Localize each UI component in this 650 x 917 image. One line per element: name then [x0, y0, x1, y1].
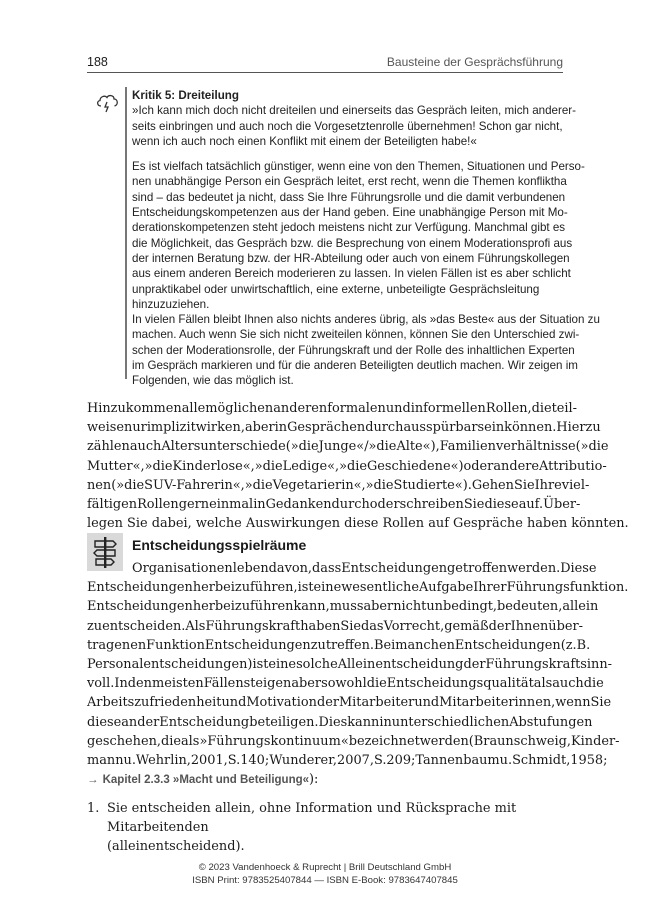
quote-line: seits einbringen und auch noch die Vorgesetztenrolle übernehmen! Schon gar nicht, — [132, 119, 563, 133]
text-line: voll. In den meisten Fällen steigen aber sowohl die Entscheidungsqualität als auch die — [87, 676, 604, 692]
text-line: zählen auch Altersunterschiede (»die Junge«/»die Alte«), Familienverhältnisse (»die — [87, 439, 609, 455]
storm-cloud-lightning-icon — [95, 91, 121, 113]
answer-line: Folgenden, wie das möglich ist. — [132, 374, 294, 388]
text-line: Entscheidungen herbeizuführen kann, muss aber nicht unbedingt, bedeuten, allein — [87, 599, 599, 615]
text-line: weise nur implizit wirken, aber in Gesprächen durchaus spürbar sein können. Hierzu — [87, 420, 601, 436]
box-left-rule — [125, 87, 127, 379]
answer-line: sind – das bedeutet ja nicht, dass Sie Ihre Führungsrolle und die damit verbundenen — [132, 190, 566, 204]
list-item-line: Sie entscheiden allein, ohne Information und Rücksprache mit Mitarbeitenden — [107, 801, 517, 836]
answer-line: derationskompetenzen steht jedoch meistens nicht zur Verfügung. Manchmal gibt es — [132, 221, 566, 235]
running-head: Bausteine der Gesprächsführung — [386, 55, 563, 69]
answer-line: Entscheidungskompetenzen aus der Hand geben. Eine unabhängige Person mit Mo- — [132, 206, 568, 220]
answer-line: im Gespräch markieren und für die anderen Beteiligten deutlich machen. Wir zeigen im — [132, 359, 578, 373]
text-line: Mutter«, »die Kinderlose«, »die Ledige«, »die Geschiedene«) oder andere Attributio- — [87, 458, 607, 474]
copyright-line: © 2023 Vandenhoeck & Ruprecht | Brill Deutschland GmbH — [198, 862, 452, 873]
cross-reference-link[interactable]: Kapitel 2.3.3 »Macht und Beteiligung« — [102, 774, 310, 787]
text-line: Personalentscheidungen) ist eine solche Alleinentscheidung der Führungskraft sinn- — [87, 657, 612, 673]
answer-line: machen. Auch wenn Sie sich nicht zweiteilen können, können Sie den Unterschied zwi- — [132, 328, 580, 342]
answer-line: unpraktikabel oder unwirtschaftlich, eine externe, unbeteiligte Gesprächsleitung — [132, 282, 540, 296]
list-item-line: (alleinentscheidend). — [107, 839, 245, 855]
quote-line: »Ich kann mich doch nicht dreiteilen und einerseits das Gespräch leiten, mich anderer- — [132, 104, 577, 118]
text-line: mann u. Wehrlin, 2001, S. 140; Wunderer, 2007, S. 209; Tannenbaum u. Schmidt, 1958; — [87, 753, 608, 769]
answer-line: In vielen Fällen bleibt Ihnen also nichts anderes übrig, als »das Beste« aus der Situation zu — [132, 313, 600, 327]
section-paragraph — [87, 559, 629, 790]
text-line: geschehen, die als »Führungskontinuum« bezeichnet werden (Braunschweig, Kinder- — [87, 733, 620, 749]
text-line: Entscheidungen herbeizuführen, ist eine wesentliche Aufgabe Ihrer Führungsfunktion. — [87, 580, 629, 596]
answer-line: der internen Beratung bzw. der HR-Abteilung oder auch von einem Führungskollegen — [132, 251, 570, 265]
text-line: tragenen Funktion Entscheidungen zu treffen. Bei manchen Entscheidungen (z. B. — [87, 637, 591, 653]
critique-title: Kritik 5: Dreiteilung — [132, 89, 239, 102]
text-line: nen (»die SUV-Fahrerin«, »die Vegetarierin«, »die Studierte«). Gehen Sie Ihre viel- — [87, 477, 590, 493]
quote-line: wenn ich auch noch einen Konflikt mit einem der Beteiligten habe!« — [132, 134, 477, 148]
cross-reference-arrow: → — [87, 774, 99, 787]
section-title: Entscheidungsspielräume — [132, 537, 307, 553]
cross-reference-line — [87, 770, 565, 790]
text-line: Organisationen leben davon, dass Entscheidungen getroffen werden. Diese — [132, 561, 597, 576]
answer-line: hinzuzuziehen. — [132, 297, 210, 311]
page-header — [87, 55, 563, 71]
list-item — [107, 799, 565, 857]
page-footer — [0, 861, 650, 887]
list-number: 1. — [87, 801, 100, 816]
page-number: 188 — [87, 55, 108, 69]
text-line: Arbeitszufriedenheit und Motivation der Mitarbeiter und Mitarbeiterinnen, wenn Sie — [87, 695, 612, 711]
answer-line: nen unabhängige Person ein Gespräch leitet, erst recht, wenn die Themen konfliktha — [132, 175, 567, 189]
answer-line: schen der Moderationsrolle, der Führungskraft und der Rolle des inhaltlichen Experten — [132, 343, 575, 357]
header-rule — [87, 72, 563, 73]
answer-line: aus einem anderen Bereich moderieren zu lassen. In vielen Fällen ist es aber schlicht — [132, 267, 571, 281]
answer-line: Es ist vielfach tatsächlich günstiger, wenn eine von den Themen, Situationen und Perso- — [132, 160, 585, 174]
text-line: zu entscheiden. Als Führungskraft haben Sie das Vorrecht, gemäß der Ihnen über- — [87, 618, 583, 634]
text-line: fältigen Rollen gern einmal in Gedanken durch oder schreiben Sie diese auf. Über- — [87, 497, 581, 513]
body-paragraph — [87, 399, 629, 533]
text-line: legen Sie dabei, welche Auswirkungen diese Rollen auf Gespräche haben könnten. — [87, 516, 629, 532]
isbn-line: ISBN Print: 9783525407844 — ISBN E-Book: 9783647407845 — [192, 875, 458, 886]
text-line: diese an der Entscheidung beteiligen. Dies kann in unterschiedlichen Abstufungen — [87, 714, 593, 730]
answer-line: die Möglichkeit, das Gespräch bzw. die Besprechung von einem Moderationsprofi aus — [132, 236, 573, 250]
cross-reference-tail: ): — [309, 772, 319, 788]
critique-box — [132, 88, 600, 389]
text-line: Hinzu kommen alle möglichen anderen formalen und informellen Rollen, die teil- — [87, 401, 578, 416]
